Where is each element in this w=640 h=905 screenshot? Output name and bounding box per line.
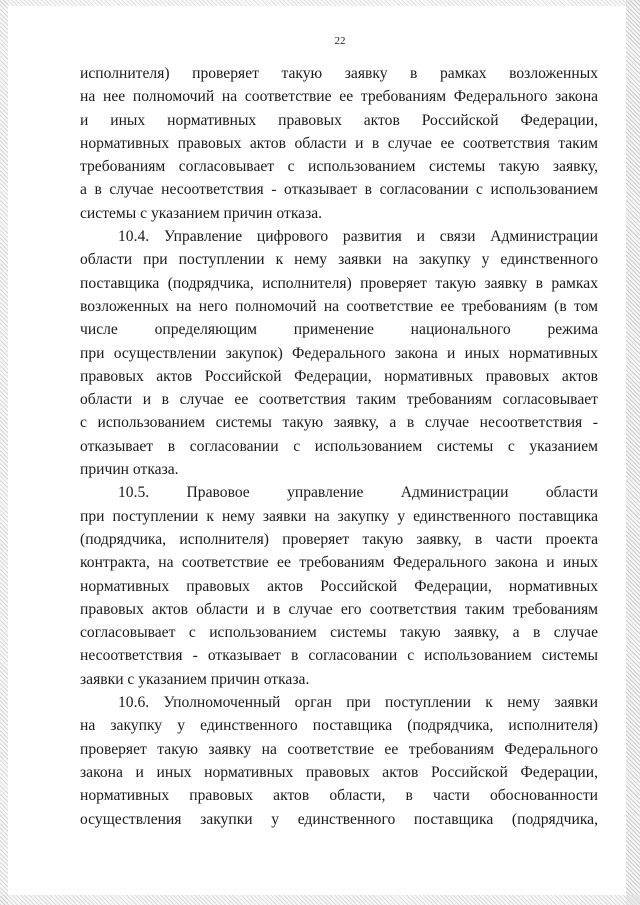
scan-edge-left xyxy=(0,0,8,905)
text-line: отказывает в согласовании с использованием системы с указанием xyxy=(80,437,598,455)
text-line: нормативных правовых актов области и в случае ее соответствия таким xyxy=(80,134,598,152)
text-line: осуществления закупки у единственного поставщика (подрядчика, xyxy=(80,810,598,828)
text-line: нормативных правовых актов Российской Федерации, нормативных xyxy=(80,577,598,595)
text-line: поставщика (подрядчика, исполнителя) проверяет такую заявку в рамках xyxy=(80,274,598,292)
text-line: области и в случае ее соответствия таким требованиям согласовывает xyxy=(80,391,598,409)
text-line: 10.5. Правовое управление Администрации области xyxy=(118,484,598,502)
paragraph-p10_6 xyxy=(80,691,598,831)
text-line: на закупку у единственного поставщика (подрядчика, исполнителя) xyxy=(80,717,598,735)
text-line: и иных нормативных правовых актов Российской Федерации, xyxy=(80,111,598,129)
text-line: причин отказа. xyxy=(80,461,179,479)
paragraph-cont xyxy=(80,62,598,225)
text-line: исполнителя) проверяет такую заявку в рамках возложенных xyxy=(80,65,598,82)
text-line: заявки с указанием причин отказа. xyxy=(80,670,310,688)
scan-edge-bottom xyxy=(0,895,640,905)
text-line: (подрядчика, исполнителя) проверяет такую заявку, в части проекта xyxy=(80,530,598,548)
text-line: правовых актов области и в случае его соответствия таким требованиям xyxy=(80,600,598,618)
text-line: 10.4. Управление цифрового развития и связи Администрации xyxy=(118,228,598,246)
scan-edge-right xyxy=(626,0,640,905)
text-line: при поступлении к нему заявки на закупку у единственного поставщика xyxy=(80,507,598,525)
text-line: несоответствия - отказывает в согласовании с использованием системы xyxy=(80,647,598,665)
text-line: закона и иных нормативных правовых актов Российской Федерации, xyxy=(80,763,598,781)
text-line: согласовывает с использованием системы такую заявку, а в случае xyxy=(80,624,598,642)
text-line: проверяет такую заявку на соответствие ее требованиям Федерального xyxy=(80,740,598,758)
text-line: области при поступлении к нему заявки на закупку у единственного xyxy=(80,251,598,269)
text-line: числе определяющим применение национального режима xyxy=(80,321,598,339)
page-number: 22 xyxy=(334,35,346,47)
text-line: при осуществлении закупок) Федерального закона и иных нормативных xyxy=(80,344,598,362)
text-line: на нее полномочий на соответствие ее требованиям Федерального закона xyxy=(80,88,598,106)
text-line: контракта, на соответствие ее требованиям Федерального закона и иных xyxy=(80,554,598,572)
text-line: с использованием системы такую заявку, а в случае несоответствия - xyxy=(80,414,598,432)
text-line: требованиям согласовывает с использованием системы такую заявку, xyxy=(80,158,598,176)
paragraph-p10_5 xyxy=(80,481,598,691)
text-line: возложенных на него полномочий на соответствие ее требованиям (в том xyxy=(80,297,598,315)
text-line: 10.6. Уполномоченный орган при поступлении к нему заявки xyxy=(118,694,598,712)
paragraph-p10_4 xyxy=(80,225,598,481)
document-body xyxy=(80,62,598,831)
text-line: а в случае несоответствия - отказывает в согласовании с использованием xyxy=(80,181,598,199)
text-line: правовых актов Российской Федерации, нормативных правовых актов xyxy=(80,367,598,385)
text-line: нормативных правовых актов области, в части обоснованности xyxy=(80,787,598,805)
text-line: системы с указанием причин отказа. xyxy=(80,204,323,222)
scan-edge-top xyxy=(0,0,640,6)
